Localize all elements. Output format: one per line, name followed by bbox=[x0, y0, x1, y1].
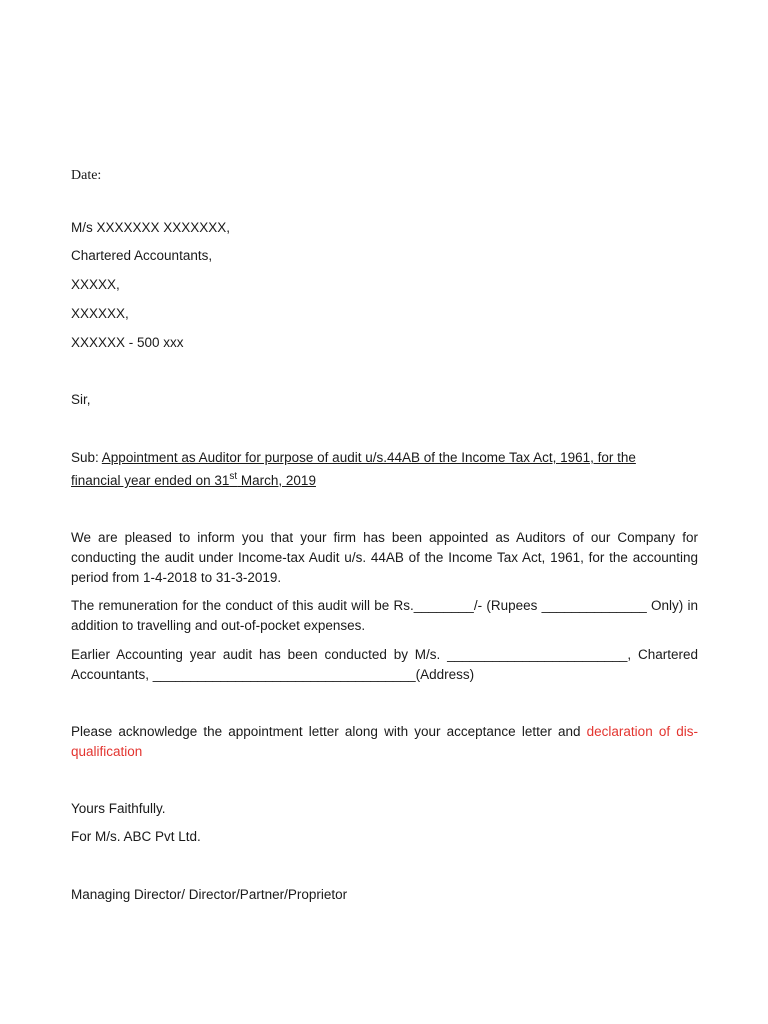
body-paragraph-1: We are pleased to inform you that your firm has been appointed as Auditors of our Company for conducting the audit under Income-tax Audit u/s. 44AB of the Income Tax Act, 1961, for the accounting period from 1-4-2018 to 31-3-2019. bbox=[71, 530, 698, 585]
addressee-designation: Chartered Accountants, bbox=[71, 248, 213, 263]
addressee-line1: XXXXX, bbox=[71, 277, 120, 292]
subject-text-line2: financial year ended on 31 bbox=[71, 473, 230, 488]
subject-text-line2-end: March, 2019 bbox=[237, 473, 316, 488]
addressee-line3: XXXXXX - 500 xxx bbox=[71, 335, 184, 350]
salutation: Sir, bbox=[71, 392, 91, 407]
addressee-name: M/s XXXXXXX XXXXXXX, bbox=[71, 220, 231, 235]
addressee-line2: XXXXXX, bbox=[71, 306, 129, 321]
body-paragraph-2: The remuneration for the conduct of this audit will be Rs.________/- (Rupees ______________ Only) in addition to travelling and out-of-pocket expenses. bbox=[71, 598, 698, 633]
body-paragraph-3: Earlier Accounting year audit has been conducted by M/s. ________________________, Chartered Accountants, ___________________________________(Address) bbox=[71, 647, 698, 682]
body-paragraph-4 bbox=[71, 722, 698, 762]
valediction: Yours Faithfully. bbox=[71, 801, 166, 816]
declaration-text: declaration of dis-qualification bbox=[71, 724, 699, 759]
signatory-title: Managing Director/ Director/Partner/Proprietor bbox=[71, 887, 348, 902]
subject-prefix: Sub: bbox=[71, 450, 99, 465]
subject-superscript: st bbox=[229, 471, 238, 482]
subject-text-line1: Appointment as Auditor for purpose of audit u/s.44AB of the Income Tax Act, 1961, for the bbox=[101, 450, 636, 465]
subject-line2 bbox=[71, 471, 316, 491]
acknowledge-text: Please acknowledge the appointment letter along with your acceptance letter and bbox=[71, 724, 587, 739]
date-label: Date: bbox=[71, 168, 102, 183]
subject-line1 bbox=[71, 448, 636, 468]
company-name: For M/s. ABC Pvt Ltd. bbox=[71, 829, 201, 844]
